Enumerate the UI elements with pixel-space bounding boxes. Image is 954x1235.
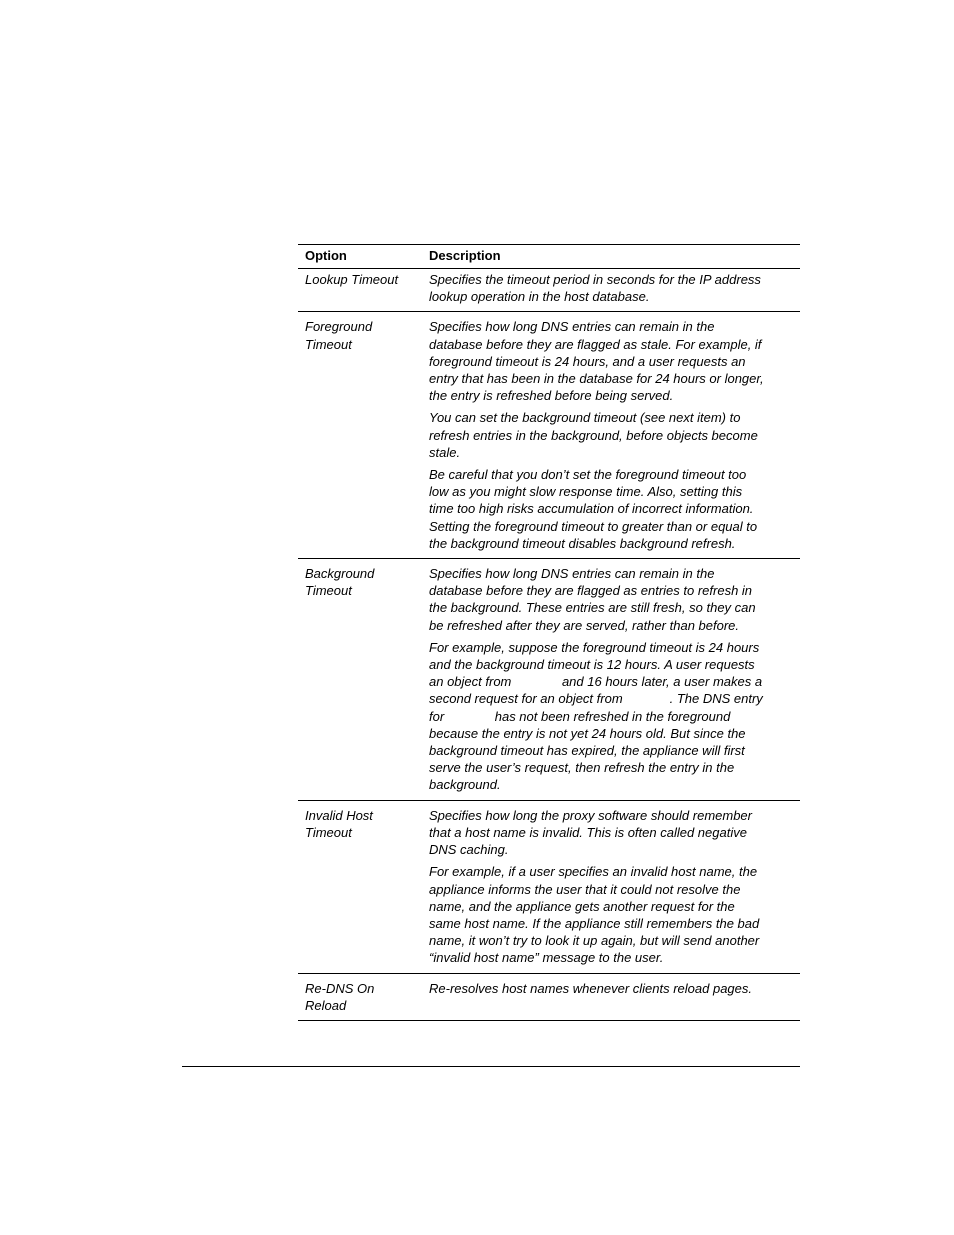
description-line: the entry is refreshed before being served.	[429, 388, 674, 404]
option-cell	[298, 565, 429, 794]
description-line: Re-resolves host names whenever clients reload pages.	[429, 980, 753, 996]
table-row	[298, 311, 800, 558]
description-line: time too high risks accumulation of incorrect information.	[429, 501, 754, 517]
description-line: For example, if a user specifies an invalid host name, the	[429, 864, 758, 880]
option-cell	[298, 318, 429, 552]
description-paragraph	[429, 466, 796, 552]
table-header	[298, 245, 800, 269]
description-line: stale.	[429, 444, 461, 460]
description-column-header: Description	[429, 248, 501, 263]
description-cell	[429, 271, 800, 305]
option-line: Invalid Host	[305, 807, 373, 823]
description-paragraph	[429, 639, 796, 794]
description-line: Be careful that you don’t set the foreground timeout too	[429, 467, 747, 483]
description-paragraph	[429, 271, 796, 305]
option-line: Reload	[305, 997, 347, 1013]
option-line: Timeout	[305, 583, 352, 599]
option-line: Foreground	[305, 319, 373, 335]
table-row	[298, 800, 800, 973]
description-line: Specifies the timeout period in seconds for the IP address	[429, 272, 761, 287]
description-line: For example, suppose the foreground timeout is 24 hours	[429, 639, 760, 655]
description-line: that a host name is invalid. This is often called negative	[429, 824, 747, 840]
description-line: name, it won’t try to look it up again, but will send another	[429, 933, 760, 949]
description-line: Setting the foreground timeout to greater than or equal to	[429, 518, 758, 534]
description-line: database before they are flagged as stale. For example, if	[429, 336, 762, 352]
option-line: Timeout	[305, 336, 352, 352]
option-cell	[298, 807, 429, 967]
option-line: Lookup Timeout	[305, 272, 399, 287]
option-cell	[298, 980, 429, 1014]
description-line: an object from and 16 hours later, a user makes a	[429, 674, 763, 690]
option-line: Background	[305, 566, 375, 582]
description-line: entry that has been in the database for 24 hours or longer,	[429, 371, 764, 387]
description-line: foreground timeout is 24 hours, and a user requests an	[429, 353, 746, 369]
description-line: serve the user’s request, then refresh the entry in the	[429, 760, 735, 776]
description-line: refresh entries in the background, before objects become	[429, 427, 758, 443]
description-paragraph	[429, 807, 796, 859]
table-row	[298, 973, 800, 1020]
description-line: name, and the appliance gets another request for the	[429, 898, 735, 914]
description-line: appliance informs the user that it could not resolve the	[429, 881, 741, 897]
description-line: background timeout has expired, the appliance will first	[429, 743, 745, 759]
description-line: the background. These entries are still fresh, so they can	[429, 600, 756, 616]
description-line: Specifies how long DNS entries can remain in the	[429, 319, 715, 335]
table-row	[298, 269, 800, 311]
description-paragraph	[429, 863, 796, 966]
description-line: You can set the background timeout (see next item) to	[429, 410, 741, 426]
table-body	[298, 269, 800, 1020]
description-line: the background timeout disables background refresh.	[429, 535, 736, 551]
description-line: database before they are flagged as entries to refresh in	[429, 583, 753, 599]
description-line: background.	[429, 777, 501, 793]
footer-rule	[182, 1066, 800, 1067]
description-line: be refreshed after they are served, rather than before.	[429, 617, 740, 633]
description-cell	[429, 807, 800, 967]
description-line: DNS caching.	[429, 842, 509, 858]
description-paragraph	[429, 980, 796, 997]
description-line: Specifies how long DNS entries can remain in the	[429, 566, 715, 582]
option-line: Timeout	[305, 824, 352, 840]
description-cell	[429, 565, 800, 794]
dns-options-table	[298, 244, 800, 1021]
description-line: because the entry is not yet 24 hours old. But since the	[429, 725, 746, 741]
description-line: for has not been refreshed in the foreground	[429, 708, 731, 724]
table-row	[298, 558, 800, 800]
description-cell	[429, 980, 800, 1014]
option-cell	[298, 271, 429, 305]
description-line: Specifies how long the proxy software should remember	[429, 807, 752, 823]
description-paragraph	[429, 318, 796, 404]
option-column-header: Option	[305, 248, 347, 263]
description-line: and the background timeout is 12 hours. A user requests	[429, 657, 755, 673]
description-line: lookup operation in the host database.	[429, 289, 650, 305]
description-line: “invalid host name” message to the user.	[429, 950, 664, 966]
description-cell	[429, 318, 800, 552]
description-line: second request for an object from . The DNS entry	[429, 691, 763, 707]
description-line: same host name. If the appliance still remembers the bad	[429, 915, 760, 931]
description-paragraph	[429, 565, 796, 634]
option-line: Re-DNS On	[305, 980, 375, 996]
description-paragraph	[429, 409, 796, 461]
description-line: low as you might slow response time. Also, setting this	[429, 484, 743, 500]
